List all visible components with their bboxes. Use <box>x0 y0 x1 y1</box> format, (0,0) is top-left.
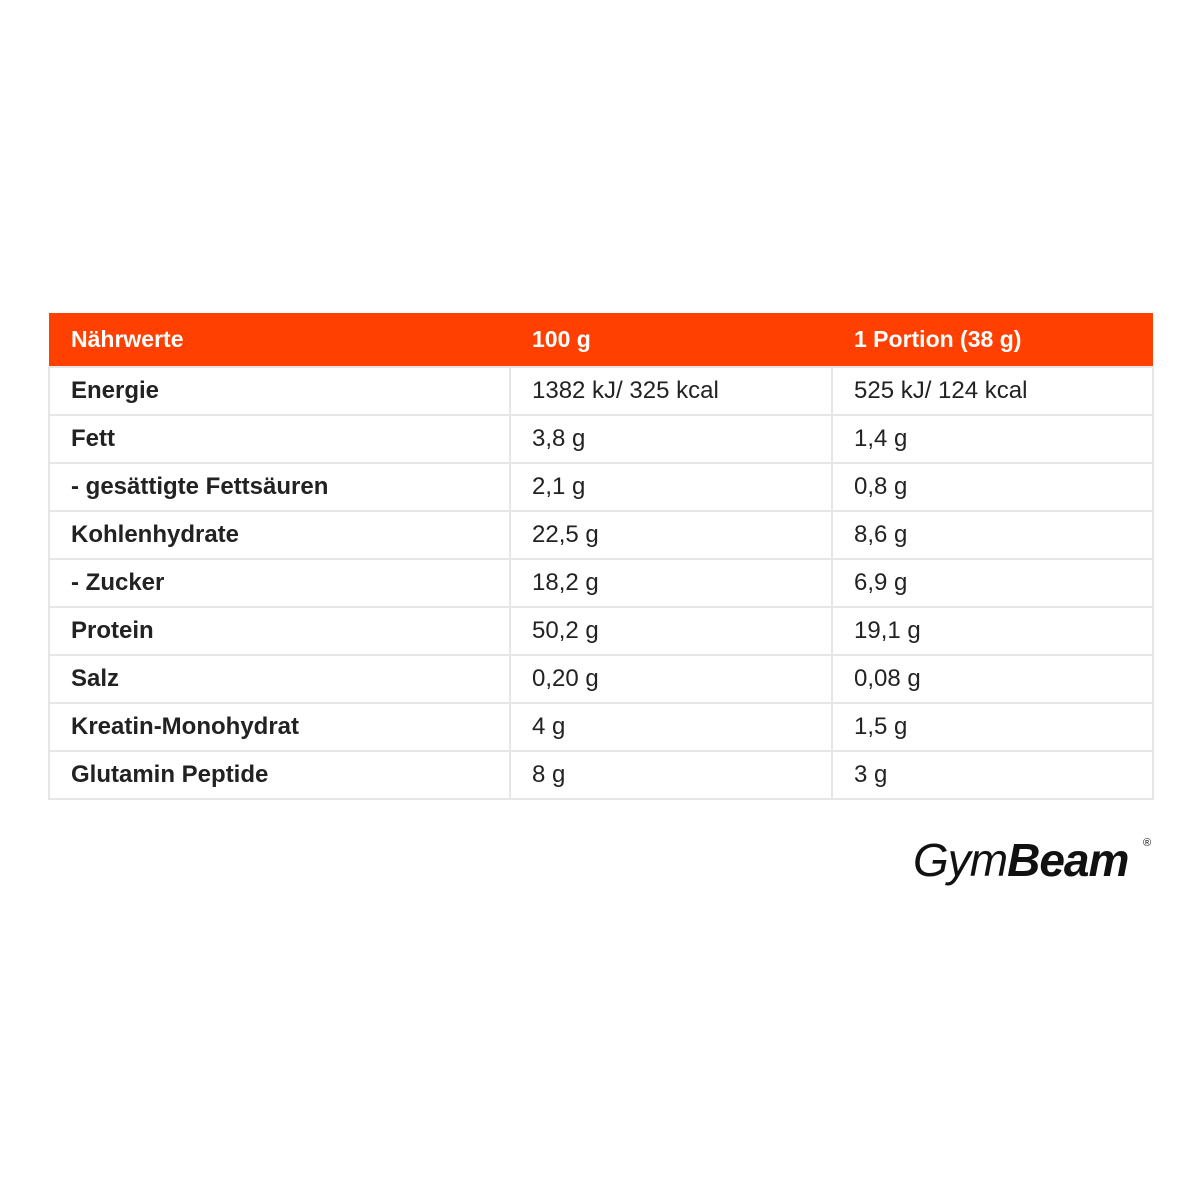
header-per-portion: 1 Portion (38 g) <box>832 313 1153 367</box>
header-per-100g: 100 g <box>510 313 832 367</box>
table-row <box>49 655 1153 703</box>
row-value-per-100g: 3,8 g <box>510 415 832 463</box>
row-value-per-portion: 8,6 g <box>832 511 1153 559</box>
table-row <box>49 607 1153 655</box>
row-value-per-100g: 50,2 g <box>510 607 832 655</box>
table-row <box>49 415 1153 463</box>
row-label: Fett <box>49 415 510 463</box>
row-label: Kreatin-Monohydrat <box>49 703 510 751</box>
header-naehrwerte: Nährwerte <box>49 313 510 367</box>
row-value-per-100g: 22,5 g <box>510 511 832 559</box>
table-row <box>49 463 1153 511</box>
row-value-per-portion: 1,4 g <box>832 415 1153 463</box>
row-value-per-portion: 0,8 g <box>832 463 1153 511</box>
row-label: Energie <box>49 367 510 415</box>
row-value-per-100g: 1382 kJ/ 325 kcal <box>510 367 832 415</box>
nutrition-table <box>48 313 1154 800</box>
row-label: Protein <box>49 607 510 655</box>
row-label: Glutamin Peptide <box>49 751 510 799</box>
row-label: Salz <box>49 655 510 703</box>
table-row <box>49 511 1153 559</box>
gymbeam-logo <box>913 833 1152 889</box>
row-value-per-portion: 3 g <box>832 751 1153 799</box>
row-value-per-portion: 1,5 g <box>832 703 1153 751</box>
table-row <box>49 367 1153 415</box>
table-row <box>49 559 1153 607</box>
row-value-per-100g: 0,20 g <box>510 655 832 703</box>
row-value-per-100g: 8 g <box>510 751 832 799</box>
row-value-per-100g: 18,2 g <box>510 559 832 607</box>
table-row <box>49 751 1153 799</box>
row-value-per-portion: 6,9 g <box>832 559 1153 607</box>
row-value-per-portion: 19,1 g <box>832 607 1153 655</box>
row-value-per-portion: 0,08 g <box>832 655 1153 703</box>
row-value-per-100g: 4 g <box>510 703 832 751</box>
table-row <box>49 703 1153 751</box>
registered-mark: ® <box>1143 837 1152 849</box>
row-value-per-portion: 525 kJ/ 124 kcal <box>832 367 1153 415</box>
row-label: - gesättigte Fettsäuren <box>49 463 510 511</box>
logo-text-beam: Beam <box>1007 834 1129 886</box>
table-header-row <box>49 313 1153 367</box>
row-label: Kohlenhydrate <box>49 511 510 559</box>
row-value-per-100g: 2,1 g <box>510 463 832 511</box>
row-label: - Zucker <box>49 559 510 607</box>
logo-text-gym: Gym <box>913 834 1008 886</box>
